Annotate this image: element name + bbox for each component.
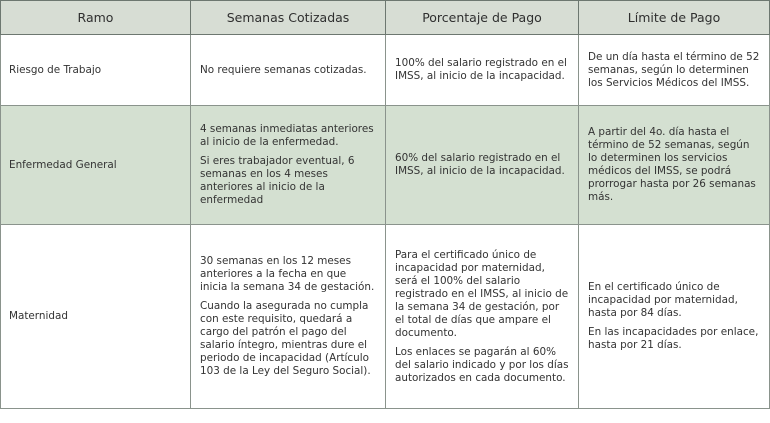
table-row-riesgo-de-trabajo [1, 35, 770, 106]
ramo-cell: Maternidad [1, 225, 191, 409]
table-row-maternidad [1, 225, 770, 409]
cell-paragraph: Los enlaces se pagarán al 60% del salario indicado y por los días autorizados en cada documento. [395, 345, 569, 384]
cell-paragraph: No requiere semanas cotizadas. [200, 63, 367, 76]
porcentaje-cell [386, 35, 579, 106]
cell-paragraph: 4 semanas inmediatas anteriores al inicio de la enfermedad. [200, 123, 374, 148]
semanas-cell [191, 106, 386, 225]
semanas-cell [191, 225, 386, 409]
porcentaje-cell [386, 106, 579, 225]
semanas-cell [191, 35, 386, 106]
header-row [1, 1, 770, 35]
limite-cell [579, 106, 770, 225]
cell-paragraph: 30 semanas en los 12 meses anteriores a la fecha en que inicia la semana 34 de gestación. [200, 255, 375, 293]
limite-cell [579, 35, 770, 106]
table-row-enfermedad-general [1, 106, 770, 225]
limite-cell [579, 225, 770, 409]
ramo-cell: Enfermedad General [1, 106, 191, 225]
header-semanas-cotizadas: Semanas Cotizadas [191, 1, 386, 35]
ramo-cell: Riesgo de Trabajo [1, 35, 191, 106]
cell-paragraph: En las incapacidades por enlace, hasta por 21 días. [588, 326, 759, 351]
cell-paragraph: A partir del 4o. día hasta el término de 52 semanas, según lo determinen los servicios médicos del IMSS, se podrá prorrogar hasta por 26 semanas más. [588, 126, 756, 203]
header-limite-de-pago: Límite de Pago [579, 1, 770, 35]
cell-paragraph: En el certificado único de incapacidad por maternidad, hasta por 84 días. [588, 281, 738, 319]
cell-paragraph: De un día hasta el término de 52 semanas, según lo determinen los Servicios Médicos del IMSS. [588, 50, 760, 89]
cell-paragraph: Si eres trabajador eventual, 6 semanas en los 4 meses anteriores al inicio de la enfermedad [200, 155, 355, 206]
cell-paragraph: 100% del salario registrado en el IMSS, al inicio de la incapacidad. [395, 57, 567, 82]
cell-paragraph: 60% del salario registrado en el IMSS, al inicio de la incapacidad. [395, 152, 565, 177]
porcentaje-cell [386, 225, 579, 409]
cell-paragraph: Para el certificado único de incapacidad por maternidad, será el 100% del salario registrado en el IMSS, al inicio de la semana 34 de gestación, por el total de días que ampare el documento. [395, 248, 569, 339]
cell-paragraph: Cuando la asegurada no cumpla con este requisito, quedará a cargo del patrón el pago del salario íntegro, mientras dure el periodo de incapacidad (Artículo 103 de la Ley del Seguro Social). [200, 300, 371, 377]
header-porcentaje-de-pago: Porcentaje de Pago [386, 1, 579, 35]
header-ramo: Ramo [1, 1, 191, 35]
